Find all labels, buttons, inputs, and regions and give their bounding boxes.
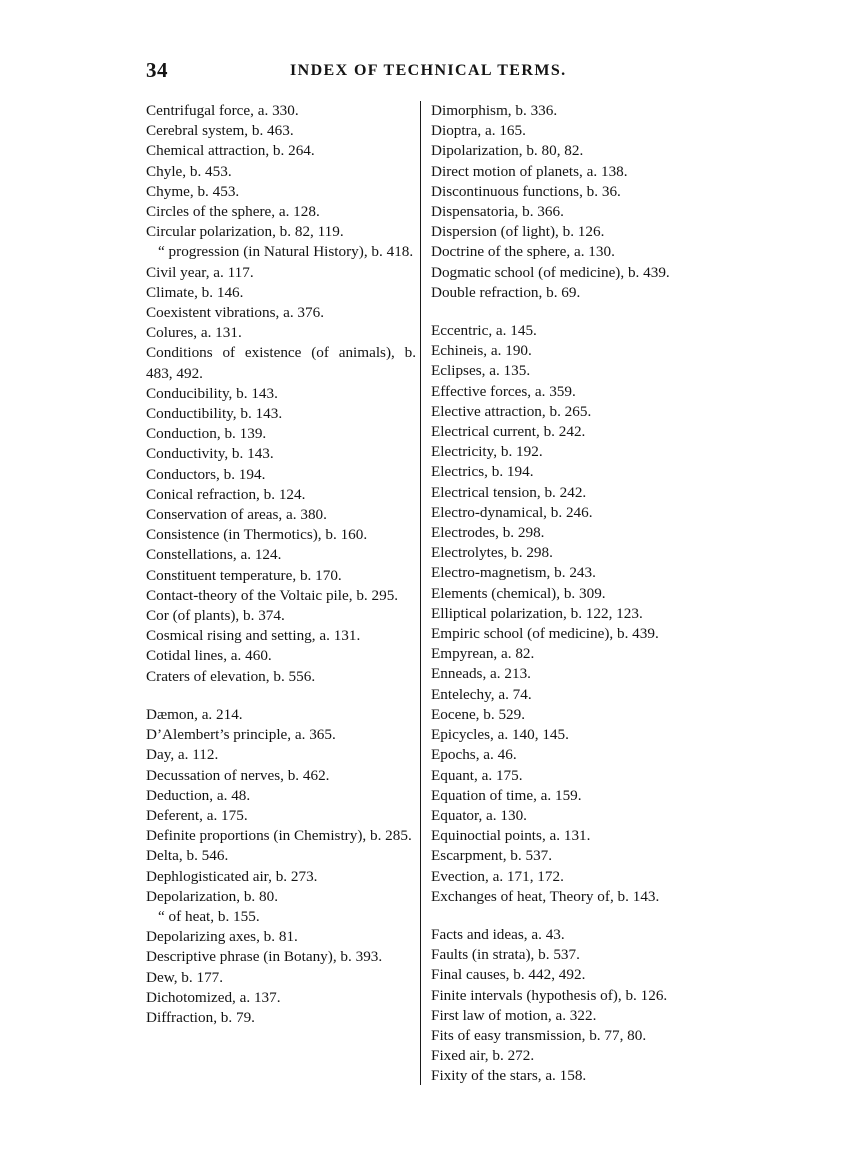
index-entry: Cosmical rising and setting, a. 131. [146,627,361,645]
index-entry: Civil year, a. 117. [146,263,254,281]
index-entry: Conduction, b. 139. [146,425,267,443]
index-entry: Eocene, b. 529. [431,705,526,723]
index-entry: Exchanges of heat, Theory of, b. 143. [431,887,660,905]
index-entry: Empyrean, a. 82. [431,645,535,663]
index-entry: Enneads, a. 213. [431,665,531,683]
page-header [0,58,850,90]
index-entry: Cor (of plants), b. 374. [146,607,285,625]
index-entry: Fixity of the stars, a. 158. [431,1067,587,1085]
index-entry: Empiric school (of medicine), b. 439. [431,625,659,643]
index-entry: Conductors, b. 194. [146,465,266,483]
index-entry: Electrics, b. 194. [431,463,534,481]
index-entry: Craters of elevation, b. 556. [146,667,316,685]
index-entry: Electrodes, b. 298. [431,524,545,542]
index-entry: Conditions of existence (of animals), b. 483, 492. [146,344,416,382]
index-entry: Dipolarization, b. 80, 82. [431,142,584,160]
index-entry: Equation of time, a. 159. [431,786,582,804]
index-entry: Depolarizing axes, b. 81. [146,928,298,946]
index-entry: Eccentric, a. 145. [431,322,537,340]
index-entry: Electrolytes, b. 298. [431,544,553,562]
index-entry: Coexistent vibrations, a. 376. [146,304,325,322]
page-number: 34 [146,58,168,82]
index-entry: Chyle, b. 453. [146,162,232,180]
index-entry: Faults (in strata), b. 537. [431,946,580,964]
index-entry: Effective forces, a. 359. [431,382,576,400]
index-entry: Centrifugal force, a. 330. [146,102,299,119]
index-entry: Conducibility, b. 143. [146,384,278,402]
index-entry: Epochs, a. 46. [431,746,517,764]
index-entry: Dichotomized, a. 137. [146,988,281,1006]
index-entry: “ of heat, b. 155. [158,907,260,925]
index-entry: Climate, b. 146. [146,283,244,301]
index-entry: Dew, b. 177. [146,968,224,986]
index-entry: Deduction, a. 48. [146,786,251,804]
index-entry: Epicycles, a. 140, 145. [431,726,569,744]
index-entry: Double refraction, b. 69. [431,283,581,301]
column-divider [420,101,421,1085]
index-entry: Circles of the sphere, a. 128. [146,203,320,221]
index-entry: Descriptive phrase (in Botany), b. 393. [146,948,383,966]
index-entry: Equator, a. 130. [431,806,527,824]
index-entry: Conductibility, b. 143. [146,405,283,423]
index-entry: D’Alembert’s principle, a. 365. [146,726,336,744]
index-entry: Facts and ideas, a. 43. [431,925,565,943]
index-entry: Day, a. 112. [146,746,219,764]
index-entry: Equant, a. 175. [431,766,523,784]
index-entry: Dæmon, a. 214. [146,705,243,723]
index-entry: Electro-magnetism, b. 243. [431,564,596,582]
index-entry: First law of motion, a. 322. [431,1006,597,1024]
index-entry: Cotidal lines, a. 460. [146,647,272,665]
index-entry: Consistence (in Thermotics), b. 160. [146,526,368,544]
index-entry: Entelechy, a. 74. [431,685,532,703]
index-entry: Chyme, b. 453. [146,182,240,200]
running-title: INDEX OF TECHNICAL TERMS. [290,62,567,79]
index-entry: Electrical tension, b. 242. [431,483,587,501]
index-entry: Conical refraction, b. 124. [146,485,306,503]
index-entry: Diffraction, b. 79. [146,1008,255,1026]
index-entry: Contact-theory of the Voltaic pile, b. 295. [146,586,399,604]
index-entry: Escarpment, b. 537. [431,847,553,865]
index-entry: “ progression (in Natural History), b. 418. [158,243,414,261]
index-entry: Discontinuous functions, b. 36. [431,182,621,200]
index-entry: Conductivity, b. 143. [146,445,274,463]
index-entry: Electricity, b. 192. [431,443,543,461]
index-entry: Conservation of areas, a. 380. [146,506,327,524]
index-entry: Eclipses, a. 135. [431,362,531,380]
index-entry: Elective attraction, b. 265. [431,402,592,420]
index-entry: Fits of easy transmission, b. 77, 80. [431,1026,647,1044]
index-entry: Dispensatoria, b. 366. [431,203,564,221]
index-entry: Dephlogisticated air, b. 273. [146,867,318,885]
index-entry: Final causes, b. 442, 492. [431,966,586,984]
index-entry: Cerebral system, b. 463. [146,122,294,140]
index-entry: Elliptical polarization, b. 122, 123. [431,604,643,622]
index-entry: Dogmatic school (of medicine), b. 439. [431,263,670,281]
index-entry: Chemical attraction, b. 264. [146,142,315,160]
index-entry: Equinoctial points, a. 131. [431,827,591,845]
index-entry: Delta, b. 546. [146,847,229,865]
index-entry: Elements (chemical), b. 309. [431,584,606,602]
index-entry: Finite intervals (hypothesis of), b. 126. [431,986,668,1004]
index-column-right [431,101,721,1087]
index-column-left [146,101,416,1028]
index-entry: Definite proportions (in Chemistry), b. 285. [146,827,412,845]
index-entry: Evection, a. 171, 172. [431,867,564,885]
index-entry: Dioptra, a. 165. [431,122,526,140]
index-entry: Decussation of nerves, b. 462. [146,766,330,784]
index-entry: Dispersion (of light), b. 126. [431,223,605,241]
index-entry: Circular polarization, b. 82, 119. [146,223,344,241]
index-entry: Colures, a. 131. [146,324,242,342]
index-entry: Electrical current, b. 242. [431,423,586,441]
index-entry: Dimorphism, b. 336. [431,102,558,119]
index-entry: Constituent temperature, b. 170. [146,566,342,584]
index-entry: Fixed air, b. 272. [431,1047,535,1065]
index-entry: Electro-dynamical, b. 246. [431,503,593,521]
index-entry: Echineis, a. 190. [431,342,532,360]
index-entry: Deferent, a. 175. [146,806,248,824]
index-entry: Constellations, a. 124. [146,546,282,564]
index-entry: Depolarization, b. 80. [146,887,279,905]
index-entry: Doctrine of the sphere, a. 130. [431,243,615,261]
index-entry: Direct motion of planets, a. 138. [431,162,628,180]
